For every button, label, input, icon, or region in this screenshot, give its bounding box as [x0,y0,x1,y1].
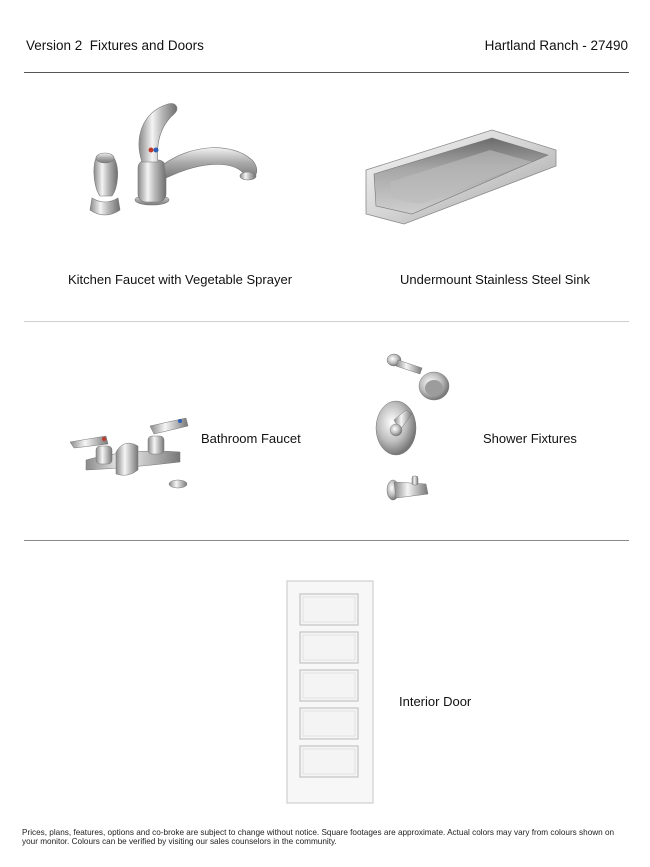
community-name: Hartland Ranch - 27490 [484,38,628,53]
sink-image [360,122,560,232]
row-divider-1 [24,321,629,322]
bathroom-faucet-label: Bathroom Faucet [201,431,301,446]
page-header [26,38,628,56]
footer-disclaimer: Prices, plans, features, options and co-broke are subject to change without notice. Square footages are approximate. Actual colors may vary from colours shown on your monitor. Colours can be verified by visiting our sales counselors in the community. [22,828,615,846]
interior-door-label: Interior Door [399,694,472,709]
page-title: Version 2 Fixtures and Doors [26,38,204,53]
shower-fixtures-image [368,348,460,510]
kitchen-faucet-label: Kitchen Faucet with Vegetable Sprayer [68,272,293,287]
interior-door-image [286,580,374,804]
bathroom-faucet-image [68,412,194,494]
header-divider [24,72,629,73]
kitchen-faucet-image [82,98,272,228]
row-divider-2 [24,540,629,541]
shower-fixtures-label: Shower Fixtures [483,431,577,446]
sink-label: Undermount Stainless Steel Sink [400,272,591,287]
